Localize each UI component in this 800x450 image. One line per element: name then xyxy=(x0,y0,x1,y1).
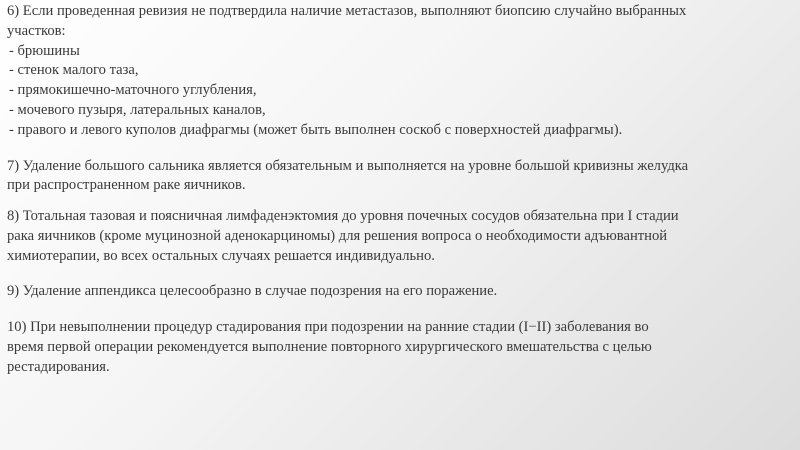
slide-text-body xyxy=(7,2,795,378)
paragraph-8-line: 8) Тотальная тазовая и поясничная лимфаденэктомия до уровня почечных сосудов обязательна при I стадии xyxy=(7,208,679,225)
list-item: - брюшины xyxy=(9,42,80,59)
paragraph-spacer xyxy=(7,267,795,282)
paragraph-10 xyxy=(7,318,795,377)
paragraph-spacer xyxy=(7,196,795,207)
paragraph-7-line: 7) Удаление большого сальника является обязательным и выполняется на уровне большой кривизны желудка xyxy=(7,157,689,174)
list-item: - мочевого пузыря, латеральных каналов, xyxy=(9,101,266,118)
paragraph-spacer xyxy=(7,141,795,157)
paragraph-8-line: рака яичников (кроме муцинозной аденокарциномы) для решения вопроса о необходимости адъювантной xyxy=(7,227,668,244)
list-item: - стенок малого таза, xyxy=(9,62,139,79)
paragraph-6-line: 6) Если проведенная ревизия не подтвердила наличие метастазов, выполняют биопсию случайно выбранных xyxy=(7,3,687,19)
paragraph-9 xyxy=(7,282,795,302)
list-item: - правого и левого куполов диафрагмы (может быть выполнен соскоб с поверхностей диафрагмы). xyxy=(9,121,623,138)
paragraph-7 xyxy=(7,157,795,197)
paragraph-8 xyxy=(7,207,795,266)
paragraph-8-line: химиотерапии, во всех остальных случаях решается индивидуально. xyxy=(7,247,435,264)
paragraph-10-line: время первой операции рекомендуется выполнение повторного хирургического вмешательства с целью xyxy=(7,339,652,356)
paragraph-10-line: рестадирования. xyxy=(7,358,110,375)
paragraph-6-line: участков: xyxy=(7,22,66,39)
paragraph-9-line: 9) Удаление аппендикса целесообразно в случае подозрения на его поражение. xyxy=(7,282,498,299)
paragraph-7-line: при распространенном раке яичников. xyxy=(7,177,246,194)
paragraph-6 xyxy=(7,2,795,141)
paragraph-10-line: 10) При невыполнении процедур стадирования при подозрении на ранние стадии (I−II) заболевания во xyxy=(7,319,649,336)
paragraph-spacer xyxy=(7,301,795,318)
list-item: - прямокишечно-маточного углубления, xyxy=(9,82,257,99)
